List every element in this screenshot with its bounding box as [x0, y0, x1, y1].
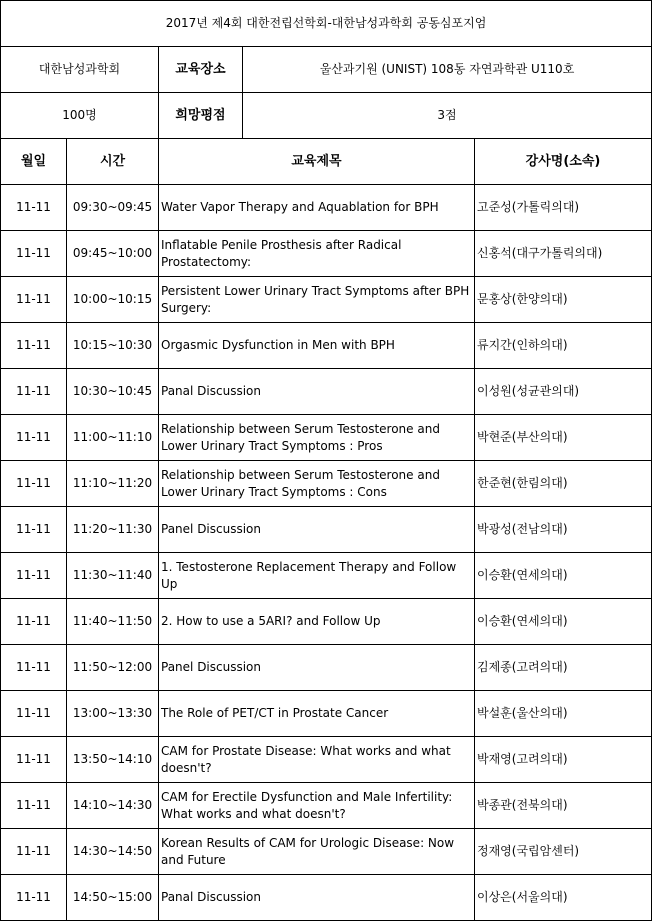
row-date: 11-11 [1, 737, 67, 783]
row-lecturer: 박광성(전남의대) [475, 507, 652, 553]
header-subject: 교육제목 [159, 139, 475, 185]
document-title: 2017년 제4회 대한전립선학회-대한남성과학회 공동심포지엄 [1, 1, 652, 47]
row-time: 11:30~11:40 [67, 553, 159, 599]
row-time: 11:20~11:30 [67, 507, 159, 553]
row-subject: 1. Testosterone Replacement Therapy and Follow Up [159, 553, 475, 599]
row-subject: Orgasmic Dysfunction in Men with BPH [159, 323, 475, 369]
row-subject: Relationship between Serum Testosterone and Lower Urinary Tract Symptoms : Pros [159, 415, 475, 461]
row-time: 10:00~10:15 [67, 277, 159, 323]
venue-value: 울산과기원 (UNIST) 108동 자연과학관 U110호 [243, 47, 652, 93]
row-subject: Persistent Lower Urinary Tract Symptoms after BPH Surgery: [159, 277, 475, 323]
row-time: 11:00~11:10 [67, 415, 159, 461]
row-date: 11-11 [1, 875, 67, 921]
row-date: 11-11 [1, 323, 67, 369]
row-subject: The Role of PET/CT in Prostate Cancer [159, 691, 475, 737]
row-time: 14:10~14:30 [67, 783, 159, 829]
table-row [1, 415, 652, 461]
venue-row [1, 47, 652, 93]
row-date: 11-11 [1, 553, 67, 599]
row-subject: CAM for Erectile Dysfunction and Male Infertility: What works and what doesn't? [159, 783, 475, 829]
table-row [1, 783, 652, 829]
row-lecturer: 이성원(성균관의대) [475, 369, 652, 415]
row-lecturer: 김제종(고려의대) [475, 645, 652, 691]
row-time: 10:30~10:45 [67, 369, 159, 415]
row-lecturer: 박현준(부산의대) [475, 415, 652, 461]
header-time: 시간 [67, 139, 159, 185]
row-date: 11-11 [1, 507, 67, 553]
table-row [1, 737, 652, 783]
row-time: 13:50~14:10 [67, 737, 159, 783]
row-date: 11-11 [1, 599, 67, 645]
row-time: 14:50~15:00 [67, 875, 159, 921]
row-subject: Inflatable Penile Prosthesis after Radical Prostatectomy: [159, 231, 475, 277]
row-lecturer: 고준성(가톨릭의대) [475, 185, 652, 231]
row-lecturer: 이상은(서울의대) [475, 875, 652, 921]
row-lecturer: 정재영(국립암센터) [475, 829, 652, 875]
row-lecturer: 박재영(고려의대) [475, 737, 652, 783]
row-date: 11-11 [1, 277, 67, 323]
row-date: 11-11 [1, 185, 67, 231]
table-row [1, 691, 652, 737]
row-subject: Relationship between Serum Testosterone and Lower Urinary Tract Symptoms : Cons [159, 461, 475, 507]
row-subject: Panal Discussion [159, 369, 475, 415]
row-lecturer: 박설훈(울산의대) [475, 691, 652, 737]
row-lecturer: 문홍상(한양의대) [475, 277, 652, 323]
row-subject: Water Vapor Therapy and Aquablation for BPH [159, 185, 475, 231]
score-label: 희망평점 [159, 93, 243, 139]
header-date: 월일 [1, 139, 67, 185]
row-time: 11:40~11:50 [67, 599, 159, 645]
row-subject: Panal Discussion [159, 875, 475, 921]
table-row [1, 553, 652, 599]
row-time: 11:50~12:00 [67, 645, 159, 691]
capacity-value: 100명 [1, 93, 159, 139]
row-subject: Panel Discussion [159, 507, 475, 553]
row-date: 11-11 [1, 461, 67, 507]
row-subject: 2. How to use a 5ARI? and Follow Up [159, 599, 475, 645]
row-time: 13:00~13:30 [67, 691, 159, 737]
row-lecturer: 박종관(전북의대) [475, 783, 652, 829]
row-date: 11-11 [1, 415, 67, 461]
row-date: 11-11 [1, 829, 67, 875]
row-date: 11-11 [1, 783, 67, 829]
table-row [1, 645, 652, 691]
row-time: 09:45~10:00 [67, 231, 159, 277]
table-row [1, 277, 652, 323]
row-date: 11-11 [1, 691, 67, 737]
row-lecturer: 류지간(인하의대) [475, 323, 652, 369]
table-row [1, 829, 652, 875]
table-row [1, 323, 652, 369]
table-row [1, 185, 652, 231]
score-value: 3점 [243, 93, 652, 139]
header-row [1, 139, 652, 185]
table-row [1, 461, 652, 507]
row-date: 11-11 [1, 231, 67, 277]
capacity-row [1, 93, 652, 139]
table-row [1, 599, 652, 645]
table-row [1, 507, 652, 553]
row-time: 10:15~10:30 [67, 323, 159, 369]
header-lecturer: 강사명(소속) [475, 139, 652, 185]
host-society: 대한남성과학회 [1, 47, 159, 93]
table-row [1, 231, 652, 277]
table-row [1, 369, 652, 415]
title-row [1, 1, 652, 47]
venue-label: 교육장소 [159, 47, 243, 93]
row-subject: Korean Results of CAM for Urologic Disease: Now and Future [159, 829, 475, 875]
row-time: 14:30~14:50 [67, 829, 159, 875]
row-subject: CAM for Prostate Disease: What works and what doesn't? [159, 737, 475, 783]
row-time: 11:10~11:20 [67, 461, 159, 507]
row-time: 09:30~09:45 [67, 185, 159, 231]
row-subject: Panel Discussion [159, 645, 475, 691]
row-lecturer: 신홍석(대구가톨릭의대) [475, 231, 652, 277]
row-lecturer: 한준현(한림의대) [475, 461, 652, 507]
table-row [1, 875, 652, 921]
row-date: 11-11 [1, 369, 67, 415]
row-lecturer: 이승환(연세의대) [475, 553, 652, 599]
row-date: 11-11 [1, 645, 67, 691]
row-lecturer: 이승환(연세의대) [475, 599, 652, 645]
